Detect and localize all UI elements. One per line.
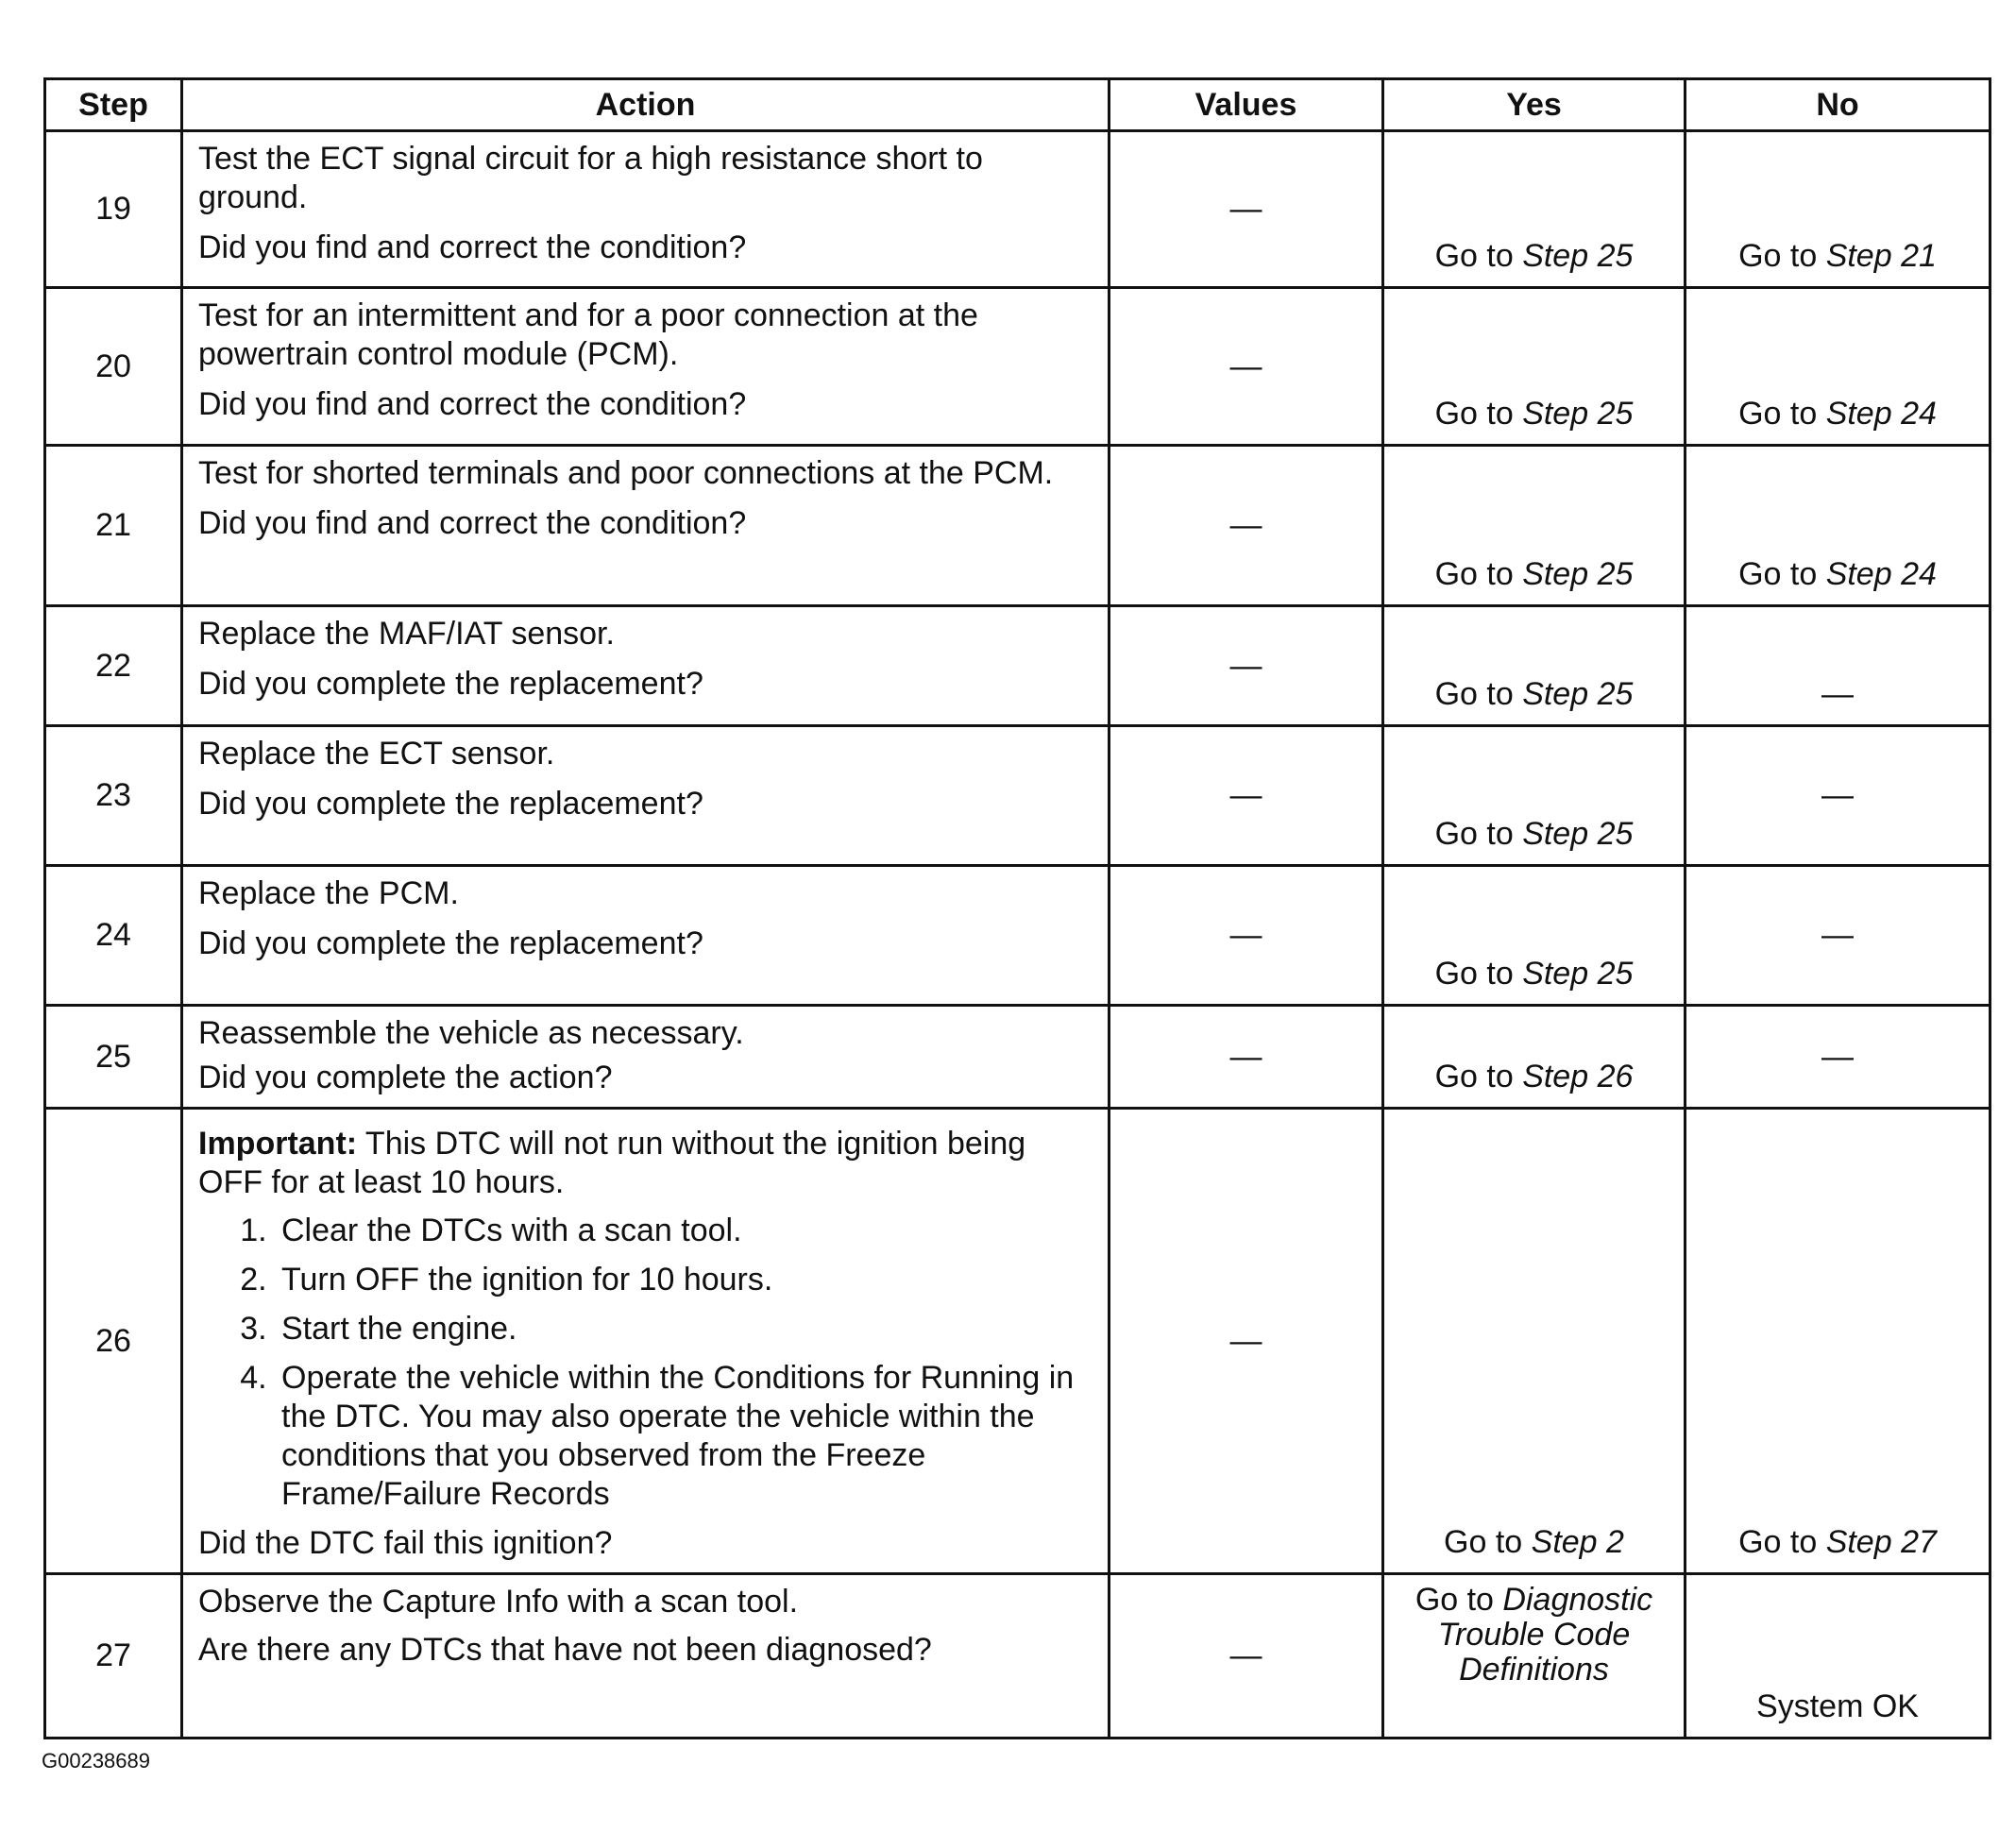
goto-prefix: Go to — [1434, 956, 1523, 992]
action-text: Reassemble the vehicle as necessary. — [198, 1015, 744, 1051]
table-row — [45, 866, 1991, 1006]
goto-line-1 — [1384, 1583, 1684, 1618]
action-cell — [182, 606, 1110, 726]
goto-prefix: Go to — [1738, 1524, 1826, 1560]
action-cell — [182, 1006, 1110, 1109]
goto-target: Step 27 — [1825, 1524, 1937, 1560]
table-header-row — [45, 79, 1991, 131]
step-number: 22 — [45, 606, 182, 726]
goto-target: Step 25 — [1522, 956, 1634, 992]
action-question: Did you complete the replacement? — [198, 925, 703, 961]
no-dash: — — [1686, 606, 1991, 726]
goto-target-line-3: Definitions — [1459, 1652, 1609, 1688]
action-question: Did you complete the replacement? — [198, 786, 703, 822]
goto-target: Step 25 — [1522, 396, 1634, 432]
no-cell — [1686, 1109, 1991, 1574]
action-question: Are there any DTCs that have not been diagnosed? — [198, 1632, 932, 1668]
action-cell — [182, 288, 1110, 446]
no-dash: — — [1686, 866, 1991, 1006]
no-cell: System OK — [1686, 1574, 1991, 1739]
important-text: This DTC will not run without the ignition being OFF for at least 10 hours. — [198, 1126, 1026, 1200]
step-number: 19 — [45, 131, 182, 288]
action-question: Did you find and correct the condition? — [198, 229, 747, 265]
yes-cell — [1383, 131, 1686, 288]
action-text: Replace the MAF/IAT sensor. — [198, 616, 615, 652]
action-question: Did you complete the replacement? — [198, 666, 703, 702]
goto-prefix: Go to — [1434, 238, 1523, 274]
header-step: Step — [45, 79, 182, 131]
figure-code: G00238689 — [42, 1749, 150, 1773]
values-cell: — — [1110, 606, 1383, 726]
no-cell — [1686, 131, 1991, 288]
goto-target: Step 24 — [1825, 396, 1937, 432]
no-dash: — — [1686, 1006, 1991, 1109]
list-item: 3. Start the engine. — [276, 1310, 1091, 1349]
goto-prefix: Go to — [1434, 816, 1523, 852]
values-cell: — — [1110, 1574, 1383, 1739]
goto-prefix: Go to — [1738, 556, 1826, 592]
no-cell — [1686, 446, 1991, 606]
important-label: Important: — [198, 1126, 358, 1162]
table-row — [45, 288, 1991, 446]
list-item: 1. Clear the DTCs with a scan tool. — [276, 1212, 1091, 1250]
goto-prefix: Go to — [1444, 1524, 1532, 1560]
table-row — [45, 1006, 1991, 1109]
goto-prefix: Go to — [1415, 1582, 1503, 1618]
values-cell: — — [1110, 288, 1383, 446]
yes-cell — [1383, 866, 1686, 1006]
list-item: 2. Turn OFF the ignition for 10 hours. — [276, 1261, 1091, 1299]
action-question: Did you find and correct the condition? — [198, 505, 747, 541]
action-question: Did the DTC fail this ignition? — [198, 1525, 613, 1561]
action-cell — [182, 131, 1110, 288]
goto-target: Step 25 — [1522, 676, 1634, 712]
diagnostic-table — [43, 77, 1991, 1739]
header-action: Action — [182, 79, 1110, 131]
yes-cell — [1383, 446, 1686, 606]
step-number: 20 — [45, 288, 182, 446]
goto-target: Step 25 — [1522, 238, 1634, 274]
values-cell: — — [1110, 1109, 1383, 1574]
no-cell — [1686, 288, 1991, 446]
action-text: Test for shorted terminals and poor connections at the PCM. — [198, 455, 1054, 491]
action-text: Observe the Capture Info with a scan tool. — [198, 1584, 799, 1620]
yes-cell — [1383, 288, 1686, 446]
goto-prefix: Go to — [1434, 396, 1523, 432]
header-yes: Yes — [1383, 79, 1686, 131]
step-number: 23 — [45, 726, 182, 866]
table-row — [45, 446, 1991, 606]
goto-target-line-2: Trouble Code — [1437, 1617, 1631, 1653]
step-number: 27 — [45, 1574, 182, 1739]
action-cell — [182, 866, 1110, 1006]
goto-target: Step 24 — [1825, 556, 1937, 592]
goto-target: Step 25 — [1522, 816, 1634, 852]
table-row — [45, 1574, 1991, 1739]
table-row — [45, 131, 1991, 288]
goto-target: Step 26 — [1522, 1059, 1634, 1094]
header-no: No — [1686, 79, 1991, 131]
action-cell — [182, 446, 1110, 606]
yes-cell — [1383, 606, 1686, 726]
step-number: 24 — [45, 866, 182, 1006]
action-question: Did you complete the action? — [198, 1060, 613, 1095]
action-text: Replace the PCM. — [198, 875, 459, 911]
table-row — [45, 1109, 1991, 1574]
goto-target: Step 21 — [1825, 238, 1937, 274]
yes-cell — [1383, 1574, 1686, 1739]
header-values: Values — [1110, 79, 1383, 131]
goto-target: Diagnostic — [1502, 1582, 1653, 1618]
step-number: 21 — [45, 446, 182, 606]
no-dash: — — [1686, 726, 1991, 866]
step-number: 25 — [45, 1006, 182, 1109]
list-item: 4. Operate the vehicle within the Conditions for Running in the DTC. You may also operate the vehicle within the conditions that you observed from the Freeze Frame/Failure Records — [276, 1359, 1091, 1514]
step-number: 26 — [45, 1109, 182, 1574]
action-question: Did you find and correct the condition? — [198, 386, 747, 422]
values-cell: — — [1110, 726, 1383, 866]
goto-prefix: Go to — [1434, 556, 1523, 592]
goto-target: Step 25 — [1522, 556, 1634, 592]
action-cell — [182, 1109, 1110, 1574]
substep-list — [198, 1212, 1091, 1514]
values-cell: — — [1110, 446, 1383, 606]
values-cell: — — [1110, 866, 1383, 1006]
action-text: Replace the ECT sensor. — [198, 736, 555, 772]
action-cell — [182, 726, 1110, 866]
values-cell: — — [1110, 1006, 1383, 1109]
goto-prefix: Go to — [1434, 676, 1523, 712]
action-text: Test for an intermittent and for a poor connection at the powertrain control module (PCM). — [198, 297, 978, 372]
goto-prefix: Go to — [1738, 238, 1826, 274]
goto-prefix: Go to — [1434, 1059, 1523, 1094]
table-row — [45, 606, 1991, 726]
yes-cell — [1383, 726, 1686, 866]
yes-cell — [1383, 1006, 1686, 1109]
goto-target: Step 2 — [1531, 1524, 1624, 1560]
goto-prefix: Go to — [1738, 396, 1826, 432]
yes-cell — [1383, 1109, 1686, 1574]
table-row — [45, 726, 1991, 866]
action-cell — [182, 1574, 1110, 1739]
diagnostic-table-container — [43, 77, 1989, 1739]
important-note — [198, 1125, 1091, 1202]
values-cell: — — [1110, 131, 1383, 288]
action-text: Test the ECT signal circuit for a high resistance short to ground. — [198, 141, 983, 215]
